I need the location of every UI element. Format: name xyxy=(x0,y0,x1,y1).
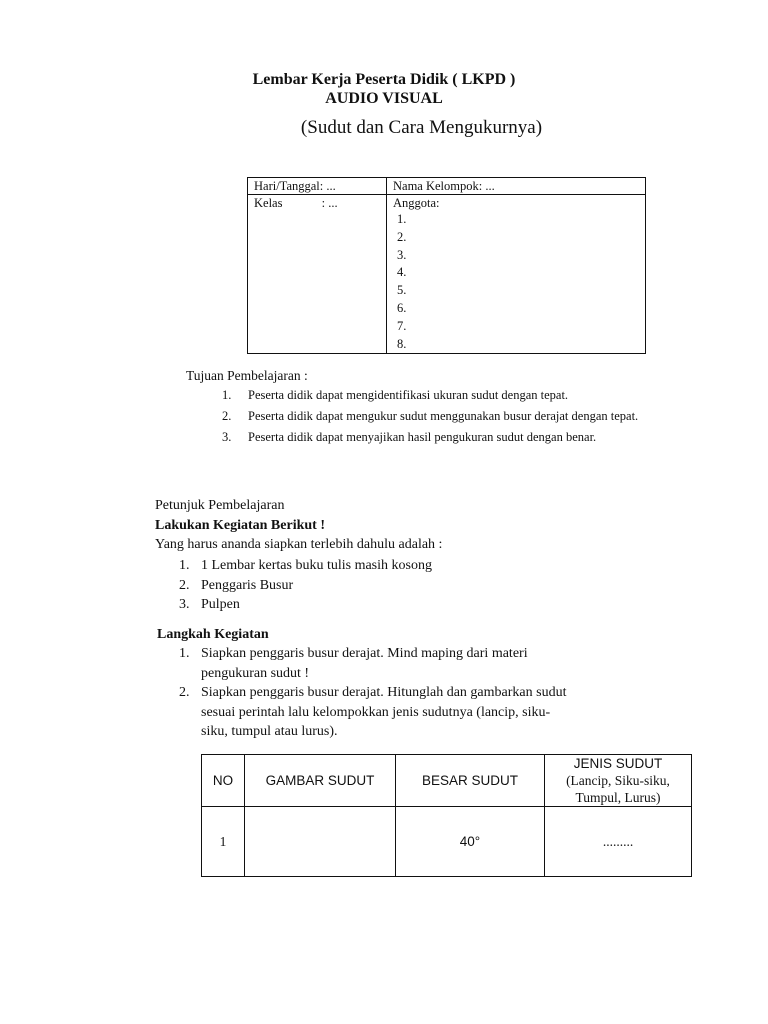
list-number: 3. xyxy=(179,597,190,612)
list-text: Penggaris Busur xyxy=(201,577,294,593)
materials-list xyxy=(179,556,432,615)
list-number: 2. xyxy=(179,577,190,593)
worksheet-title: Lembar Kerja Peserta Didik ( LKPD ) xyxy=(252,71,516,88)
header-jenis-line: JENIS SUDUT xyxy=(573,756,663,771)
list-number: 2. xyxy=(179,685,190,700)
header-no: NO xyxy=(202,755,245,807)
list-number: 3. xyxy=(222,430,232,444)
anggota-item: 4. xyxy=(397,265,407,280)
nama-kelompok-field[interactable]: Nama Kelompok: ... xyxy=(387,178,646,195)
anggota-item: 5. xyxy=(397,283,407,298)
anggota-label: Anggota: xyxy=(393,196,440,210)
langkah-heading: Langkah Kegiatan xyxy=(157,627,269,642)
cell-no: 1 xyxy=(202,807,245,877)
header-jenis-sudut xyxy=(545,755,692,807)
tujuan-list xyxy=(222,387,662,450)
worksheet-type: AUDIO VISUAL xyxy=(325,90,443,107)
list-item xyxy=(179,595,432,615)
anggota-item: 1. xyxy=(397,212,407,226)
kelas-label: Kelas xyxy=(254,196,283,210)
list-item xyxy=(179,556,432,576)
anggota-item: 3. xyxy=(397,247,407,262)
header-jenis-line: Tumpul, Lurus) xyxy=(575,790,661,805)
list-text: Siapkan penggaris busur derajat. Hitunglah dan gambarkan sudut sesuai perintah lalu kelompokkan jenis sudutnya (lancip, siku-siku, tumpul atau lurus). xyxy=(201,685,567,739)
list-text: Siapkan penggaris busur derajat. Mind maping dari materi pengukuran sudut ! xyxy=(201,646,528,681)
header-gambar-sudut: GAMBAR SUDUT xyxy=(245,755,396,807)
langkah-list xyxy=(179,644,599,742)
anggota-item: 2. xyxy=(397,229,407,244)
header-besar-sudut: BESAR SUDUT xyxy=(396,755,545,807)
list-text: Peserta didik dapat mengidentifikasi ukuran sudut dengan tepat. xyxy=(248,388,569,402)
list-item xyxy=(179,683,599,742)
petunjuk-heading: Petunjuk Pembelajaran xyxy=(155,498,285,513)
tujuan-heading: Tujuan Pembelajaran : xyxy=(186,368,308,383)
list-number: 1. xyxy=(222,388,232,402)
list-text: Peserta didik dapat mengukur sudut menggunakan busur derajat dengan tepat. xyxy=(248,409,639,423)
list-item xyxy=(222,408,662,425)
anggota-item: 6. xyxy=(397,300,407,315)
list-item xyxy=(222,387,662,404)
list-item xyxy=(179,576,432,596)
identity-table xyxy=(247,177,646,354)
anggota-field[interactable] xyxy=(387,195,646,354)
kelas-value: : ... xyxy=(321,196,338,210)
list-number: 1. xyxy=(179,646,190,661)
list-text: Peserta didik dapat menyajikan hasil pengukuran sudut dengan benar. xyxy=(248,430,597,444)
table-header-row xyxy=(202,755,692,807)
list-text: 1 Lembar kertas buku tulis masih kosong xyxy=(201,558,432,573)
anggota-item: 8. xyxy=(397,336,407,351)
list-text: Pulpen xyxy=(201,597,240,612)
prepare-text: Yang harus ananda siapkan terlebih dahulu adalah : xyxy=(155,537,443,552)
header-jenis-line: (Lancip, Siku-siku, xyxy=(566,773,670,788)
anggota-item: 7. xyxy=(397,318,407,333)
cell-jenis-sudut[interactable]: ......... xyxy=(545,807,692,877)
kelas-field[interactable] xyxy=(248,195,387,354)
table-row xyxy=(202,807,692,877)
angle-table xyxy=(201,754,692,877)
cell-besar-sudut: 40° xyxy=(396,807,545,877)
hari-tanggal-field[interactable]: Hari/Tanggal: ... xyxy=(248,178,387,195)
instruction-heading: Lakukan Kegiatan Berikut ! xyxy=(155,518,325,533)
list-item xyxy=(179,644,599,683)
list-number: 1. xyxy=(179,558,190,573)
anggota-list xyxy=(393,211,639,353)
list-number: 2. xyxy=(222,409,232,423)
list-item xyxy=(222,429,662,446)
cell-gambar-sudut[interactable] xyxy=(245,807,396,877)
worksheet-subtitle: (Sudut dan Cara Mengukurnya) xyxy=(300,117,543,138)
